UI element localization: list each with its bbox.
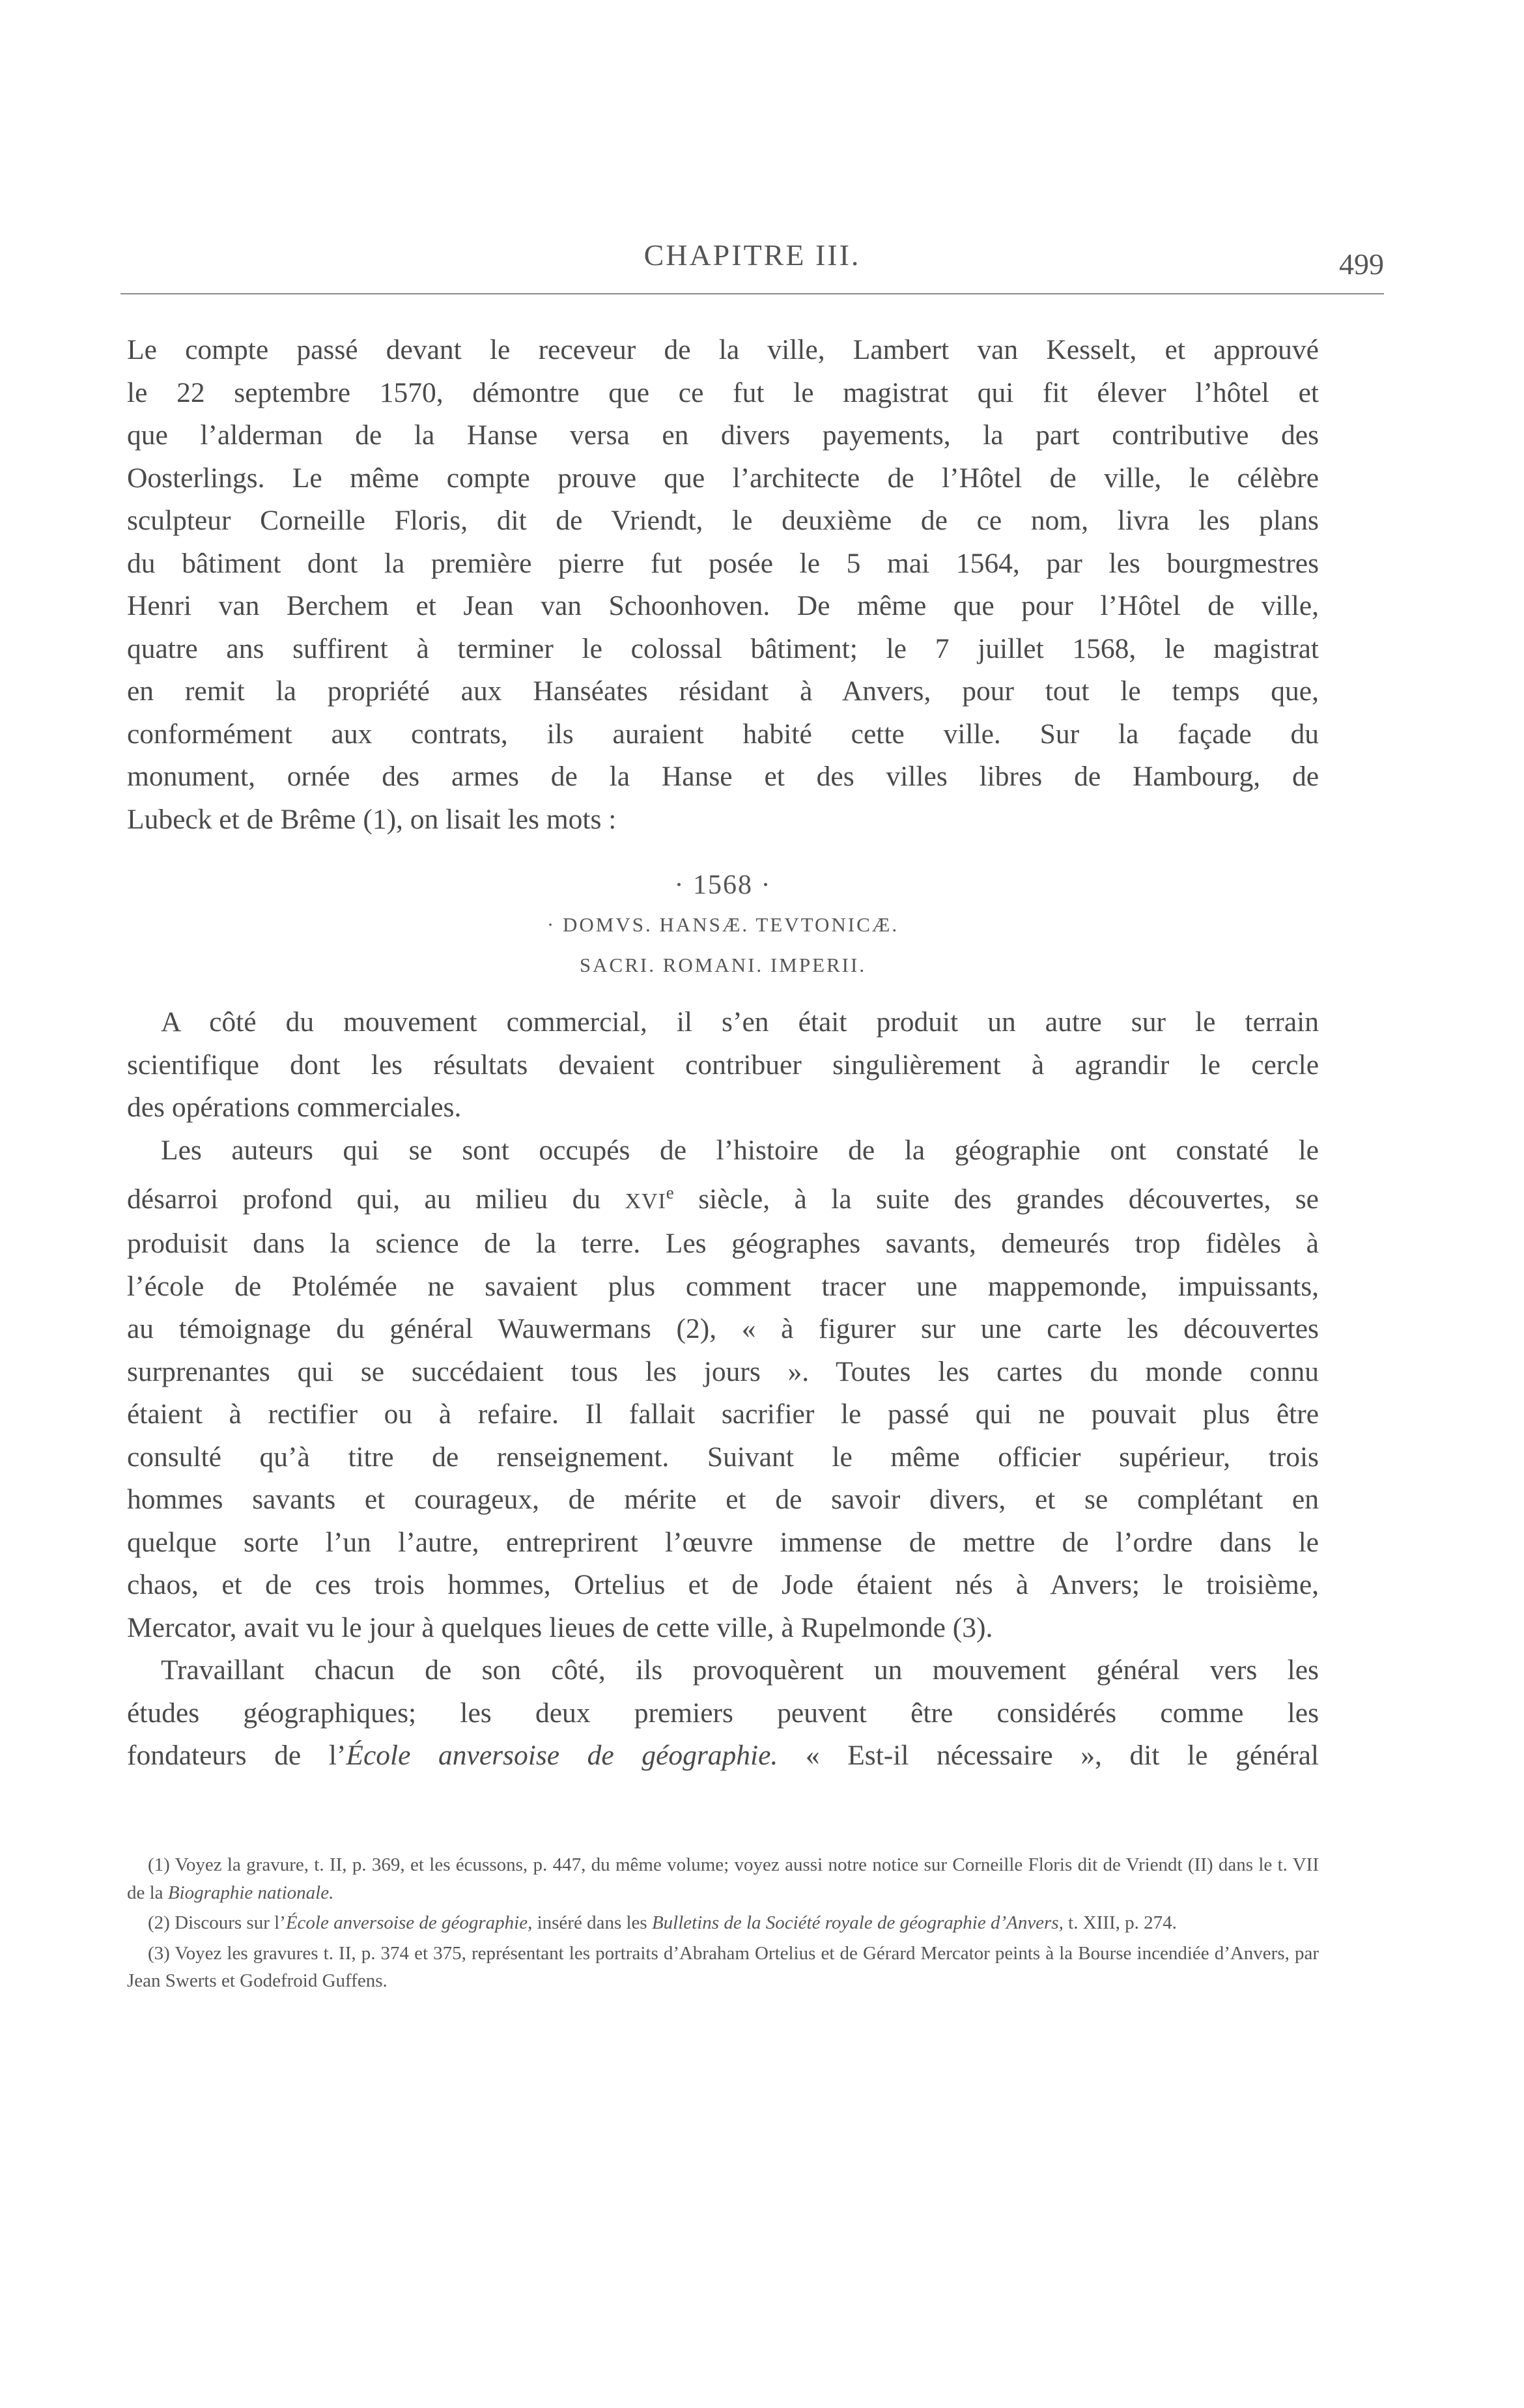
text-line: au témoignage du général Wauwermans (2), « à figurer sur une carte les découvertes <box>127 1313 1319 1345</box>
footnote-italic: Biographie nationale. <box>167 1882 334 1903</box>
text-line: quatre ans suffirent à terminer le colossal bâtiment; le 7 juillet 1568, le magistrat <box>127 632 1319 664</box>
text-line: consulté qu’à titre de renseignement. Suivant le même officier supérieur, trois <box>127 1441 1319 1473</box>
text-line: quelque sorte l’un l’autre, entreprirent l’œuvre immense de mettre de l’ordre dans le <box>127 1526 1319 1558</box>
inscription-line: · DOMVS. HANSÆ. TEVTONICÆ. <box>546 913 899 936</box>
italic-title: École anversoise de géographie. <box>346 1740 778 1772</box>
inscription-year: · 1568 · <box>674 870 772 900</box>
footnote-text: t. XIII, p. 274. <box>1063 1912 1177 1933</box>
footnote-italic: Bulletins de la Société royale de géographie d’Anvers, <box>651 1912 1064 1933</box>
paragraph-hanse-house <box>127 329 1319 841</box>
superscript: e <box>666 1183 674 1202</box>
inscription-line: SACRI. ROMANI. IMPERII. <box>579 954 867 976</box>
text-line: que l’alderman de la Hanse versa en divers payements, la part contributive des <box>127 419 1319 451</box>
paragraph-scientific-movement <box>127 1001 1319 1129</box>
page-number: 499 <box>1339 248 1384 281</box>
century-numeral: XVI <box>625 1189 666 1213</box>
text-line <box>127 1735 1319 1778</box>
footnote-italic: École anversoise de géographie, <box>285 1912 533 1933</box>
text-line: Le compte passé devant le receveur de la ville, Lambert van Kesselt, et approuvé <box>127 334 1319 365</box>
text-line: conformément aux contrats, ils auraient habité cette ville. Sur la façade du <box>127 718 1319 750</box>
text-line: surprenantes qui se succédaient tous les jours ». Toutes les cartes du monde connu <box>127 1355 1319 1387</box>
text-line: Oosterlings. Le même compte prouve que l’architecte de l’Hôtel de ville, le célèbre <box>127 462 1319 494</box>
text-segment: fondateurs de l’ <box>127 1740 346 1772</box>
text-line: sculpteur Corneille Floris, dit de Vriendt, le deuxième de ce nom, livra les plans <box>127 505 1319 536</box>
text-line: en remit la propriété aux Hanséates résidant à Anvers, pour tout le temps que, <box>127 675 1319 707</box>
text-line: du bâtiment dont la première pierre fut posée le 5 mai 1564, par les bourgmestres <box>127 547 1319 579</box>
footnote-text: (1) Voyez la gravure, t. II, p. 369, et les écussons, p. 447, du même volume; voyez aussi notre notice sur Corneille Floris dit de Vriendt (II) dans le t. VII de la <box>127 1854 1319 1903</box>
text-segment: siècle, à la suite des grandes découvertes, se <box>673 1183 1319 1215</box>
text-segment: désarroi profond qui, au milieu du <box>127 1183 625 1215</box>
text-line: Travaillant chacun de son côté, ils provoquèrent un mouvement général vers les <box>161 1654 1319 1686</box>
text-line: chaos, et de ces trois hommes, Ortelius et de Jode étaient nés à Anvers; le troisième, <box>127 1569 1319 1601</box>
footnote-3: (3) Voyez les gravures t. II, p. 374 et 375, représentant les portraits d’Abraham Ortelius et de Gérard Mercator peints à la Bourse incendiée d’Anvers, par Jean Swerts et Godefroid Guffens. <box>127 1942 1319 1991</box>
text-segment: « Est-il nécessaire », dit le général <box>778 1740 1319 1772</box>
running-head <box>120 238 1384 296</box>
text-line: l’école de Ptolémée ne savaient plus comment tracer une mappemonde, impuissants, <box>127 1270 1319 1302</box>
text-line: Henri van Berchem et Jean van Schoonhoven. De même que pour l’Hôtel de ville, <box>127 590 1319 621</box>
text-line: études géographiques; les deux premiers peuvent être considérés comme les <box>127 1697 1319 1729</box>
footnote-text: (2) Discours sur l’ <box>148 1912 286 1933</box>
text-line: monument, ornée des armes de la Hanse et des villes libres de Hambourg, de <box>127 761 1319 792</box>
paragraph-geography-history <box>127 1129 1319 1650</box>
text-line: Les auteurs qui se sont occupés de l’histoire de la géographie ont constaté le <box>161 1134 1319 1166</box>
footnotes <box>127 1851 1319 1995</box>
paragraph-antwerp-school <box>127 1649 1319 1778</box>
inscription <box>127 866 1319 985</box>
text-line: produisit dans la science de la terre. Les géographes savants, demeurés trop fidèles à <box>127 1228 1319 1260</box>
text-line <box>127 1172 1319 1223</box>
text-line: Mercator, avait vu le jour à quelques lieues de cette ville, à Rupelmonde (3). <box>127 1611 993 1643</box>
text-line: des opérations commerciales. <box>127 1092 462 1123</box>
text-line: Lubeck et de Brême (1), on lisait les mots : <box>127 803 617 835</box>
text-line: scientifique dont les résultats devaient contribuer singulièrement à agrandir le cercle <box>127 1049 1319 1081</box>
footnote-text: inséré dans les <box>532 1912 652 1933</box>
footnote-1 <box>127 1851 1319 1906</box>
chapter-title: CHAPITRE III. <box>643 238 861 272</box>
text-line: A côté du mouvement commercial, il s’en était produit un autre sur le terrain <box>161 1006 1319 1038</box>
footnote-2 <box>127 1909 1319 1937</box>
text-line: hommes savants et courageux, de mérite et de savoir divers, et se complétant en <box>127 1484 1319 1516</box>
text-line: le 22 septembre 1570, démontre que ce fut le magistrat qui fit élever l’hôtel et <box>127 376 1319 408</box>
body-text <box>127 329 1319 1778</box>
text-line: étaient à rectifier ou à refaire. Il fallait sacrifier le passé qui ne pouvait plus être <box>127 1398 1319 1430</box>
header-rule <box>120 293 1384 294</box>
